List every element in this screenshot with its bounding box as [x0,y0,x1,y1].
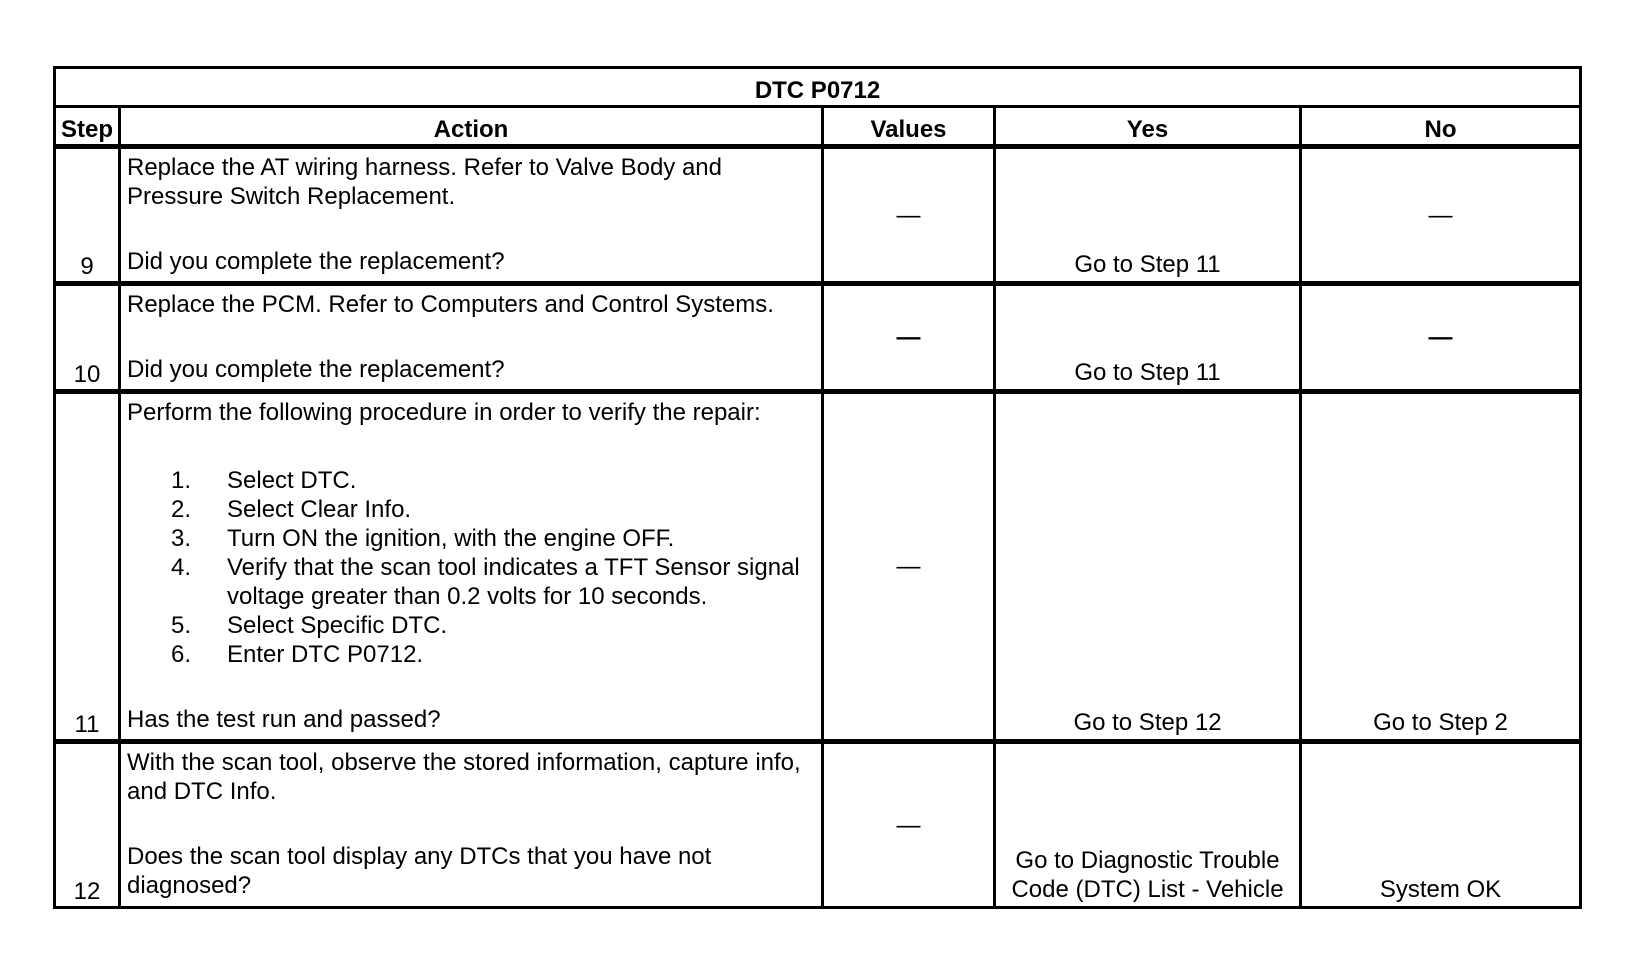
action-cell [120,392,823,742]
values-cell: — [823,147,995,284]
action-cell [120,742,823,908]
no-result: System OK [1301,742,1581,908]
no-cell: — [1301,284,1581,392]
header-yes: Yes [995,107,1301,147]
no-link[interactable]: Go to Step 2 [1301,392,1581,742]
table-row [55,284,1581,392]
list-item: 5. Select Specific DTC. [170,612,448,639]
step-number: 12 [55,742,120,908]
dtc-table [53,66,1582,909]
header-step: Step [55,107,120,147]
list-item: 4. Verify that the scan tool indicates a TFT Sensor signal voltage greater than 0.2 volts for 10 seconds. [170,554,800,610]
action-question: Did you complete the replacement? [127,356,505,383]
values-cell: — [823,392,995,742]
values-cell: — [823,742,995,908]
step-number: 9 [55,147,120,284]
action-cell [120,147,823,284]
table-row [55,147,1581,284]
list-item: 1. Select DTC. [170,467,357,494]
table-title: DTC P0712 [55,68,1581,107]
yes-link[interactable]: Go to Step 11 [995,147,1301,284]
action-text: With the scan tool, observe the stored information, capture info, and DTC Info. [127,749,801,805]
table-row [55,392,1581,742]
header-action: Action [120,107,823,147]
action-text: Replace the AT wiring harness. Refer to Valve Body and Pressure Switch Replacement. [127,154,722,210]
list-item: 3. Turn ON the ignition, with the engine OFF. [170,525,675,552]
no-cell: — [1301,147,1581,284]
yes-link[interactable]: Go to Diagnostic Trouble Code (DTC) List - Vehicle [995,742,1301,908]
action-question: Has the test run and passed? [127,706,441,733]
values-cell: — [823,284,995,392]
yes-link[interactable]: Go to Step 11 [995,284,1301,392]
step-number: 11 [55,392,120,742]
action-cell [120,284,823,392]
list-item: 6. Enter DTC P0712. [170,641,424,668]
header-no: No [1301,107,1581,147]
header-row [55,107,1581,147]
yes-link[interactable]: Go to Step 12 [995,392,1301,742]
action-question: Did you complete the replacement? [127,248,505,275]
action-text: Replace the PCM. Refer to Computers and Control Systems. [127,291,774,318]
list-item: 2. Select Clear Info. [170,496,412,523]
procedure-list [127,466,815,669]
step-number: 10 [55,284,120,392]
action-question: Does the scan tool display any DTCs that you have not diagnosed? [127,843,712,899]
table-row [55,742,1581,908]
header-values: Values [823,107,995,147]
action-text: Perform the following procedure in order to verify the repair: [127,399,761,426]
